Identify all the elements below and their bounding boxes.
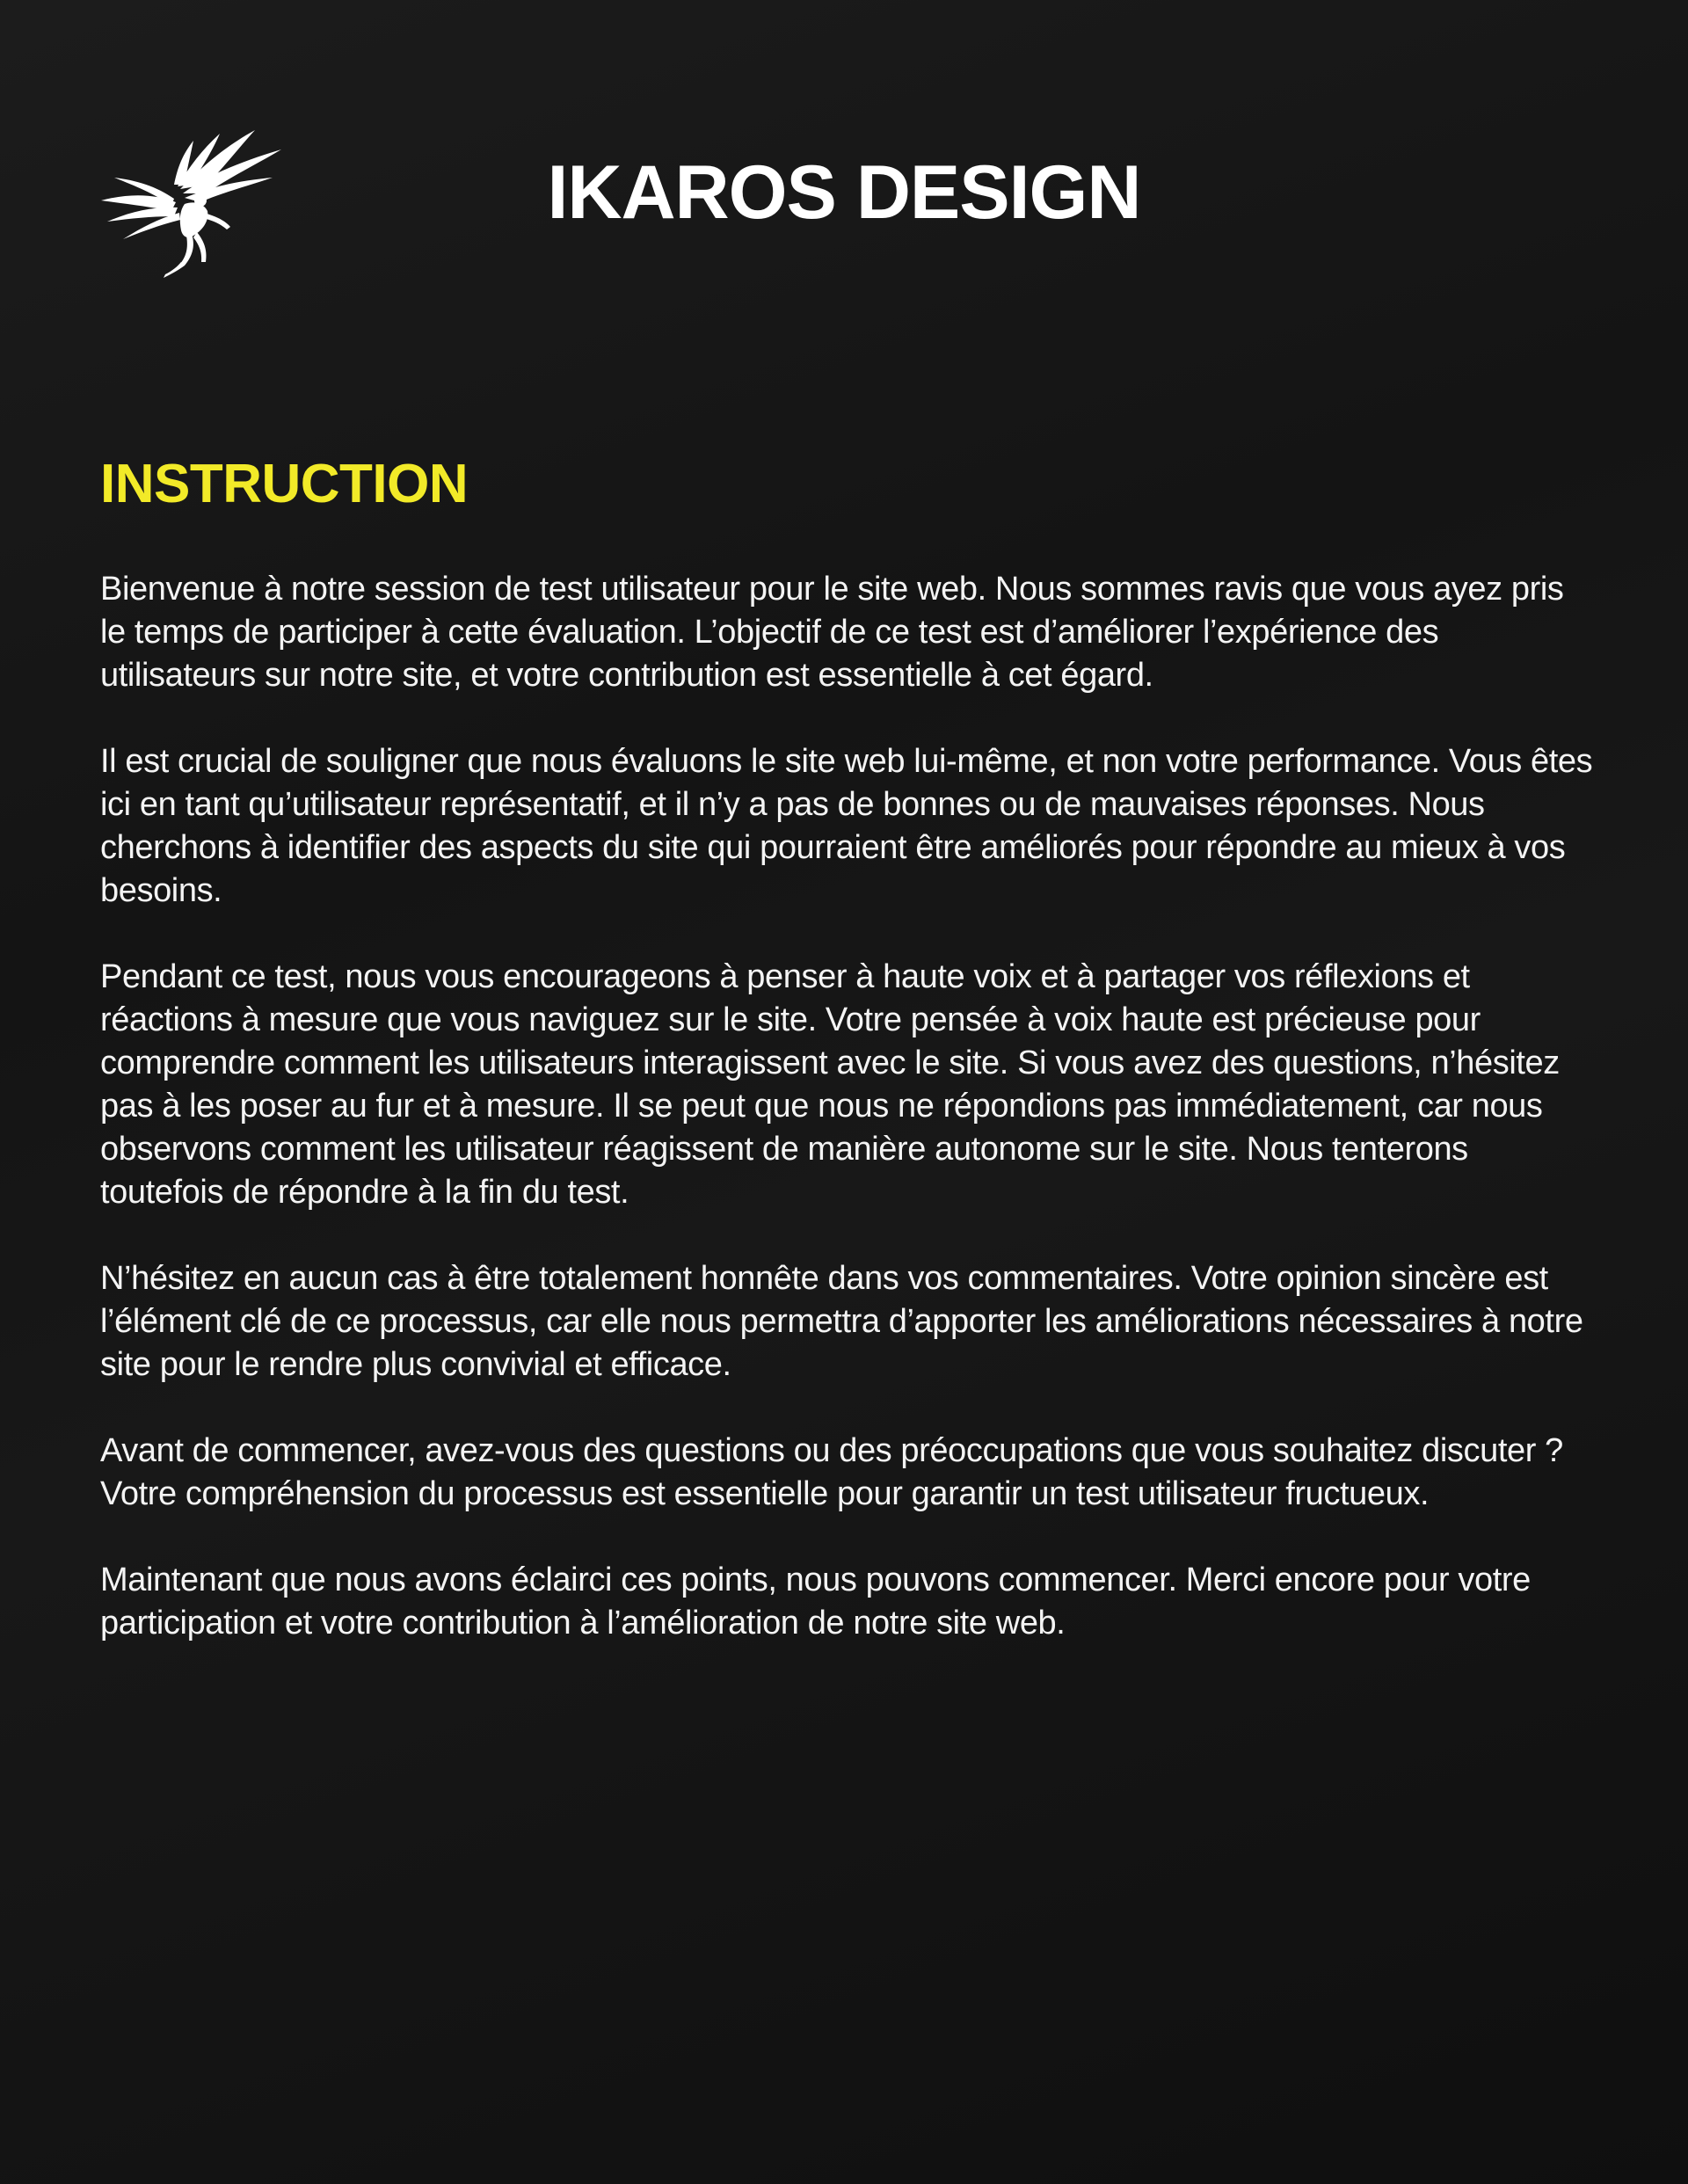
brand-title <box>0 150 1688 235</box>
paragraph: Maintenant que nous avons éclairci ces points, nous pouvons commencer. Merci encore pour votre participation et votre contribution à l’amélioration de notre site web. <box>100 1562 1531 1642</box>
section-heading: INSTRUCTION <box>100 454 469 514</box>
instruction-body <box>100 568 1595 1688</box>
paragraph: Pendant ce test, nous vous encourageons à penser à haute voix et à partager vos réflexions et réactions à mesure que vous naviguez sur le site. Votre pensée à voix haute est précieuse pour comprendre comment les utilisateurs interagissent avec le site. Si vous avez des questions, n’hésitez pas à les poser au fur et à mesure. Il se peut que nous ne répondions pas immédiatement, car nous observons comment les utilisateur réagissent de manière autonome sur le site. Nous tenterons toutefois de répondre à la fin du test. <box>100 958 1560 1211</box>
paragraph: Il est crucial de souligner que nous évaluons le site web lui-même, et non votre performance. Vous êtes ici en tant qu’utilisateur représentatif, et il n’y a pas de bonnes ou de mauvaises réponses. Nous cherchons à identifier des aspects du site qui pourraient être améliorés pour répondre au mieux à vos besoins. <box>100 743 1593 909</box>
paragraph: N’hésitez en aucun cas à être totalement honnête dans vos commentaires. Votre opinion sincère est l’élément clé de ce processus, car elle nous permettra d’apporter les améliorations nécessaires à notre site pour le rendre plus convivial et efficace. <box>100 1260 1583 1383</box>
paragraph: Avant de commencer, avez-vous des questions ou des préoccupations que vous souhaitez discuter ? Votre compréhension du processus est essentielle pour garantir un test utilisateur fructueux. <box>100 1432 1563 1512</box>
brand-title-text: IKAROS DESIGN <box>547 150 1141 235</box>
paragraph: Bienvenue à notre session de test utilisateur pour le site web. Nous sommes ravis que vous ayez pris le temps de participer à cette évaluation. L’objectif de ce test est d’améliorer l’expérience des utilisateurs sur notre site, et votre contribution est essentielle à cet égard. <box>100 571 1564 694</box>
